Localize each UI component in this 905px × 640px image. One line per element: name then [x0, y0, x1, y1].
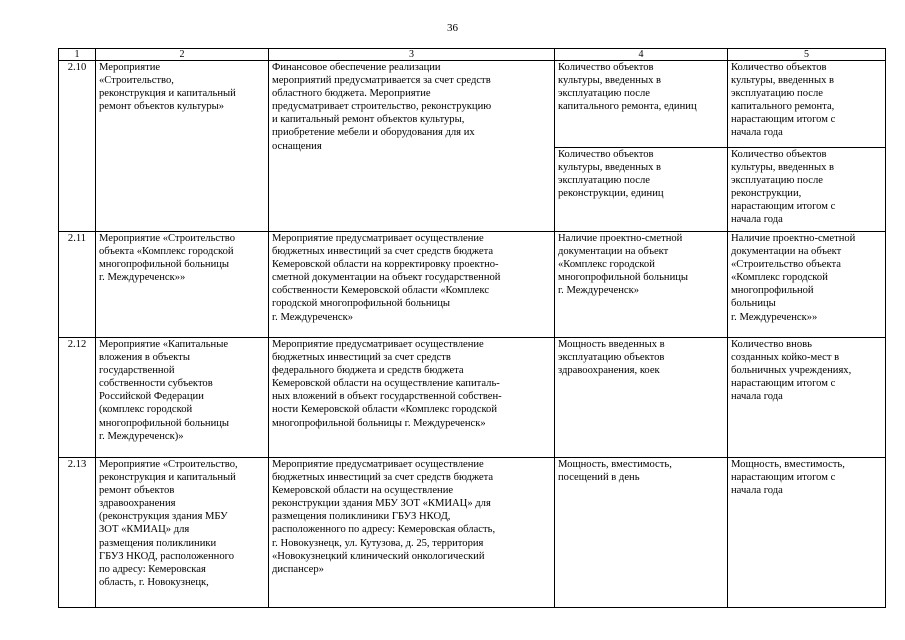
row-number: 2.13: [59, 458, 96, 608]
measures-table: [58, 48, 886, 608]
description-cell: Финансовое обеспечение реализации мероприятий предусматривается за счет средств областного бюджета. Мероприятие предусматривает строительство, реконструкцию и капитальный ремонт объектов культуры, приобретение мебели и оборудования для их оснащения: [269, 61, 555, 232]
event-cell: Мероприятие «Капитальные вложения в объекты государственной собственности субъектов Российской Федерации (комплекс городской многопрофильной больницы г. Междуреченск)»: [96, 338, 269, 458]
column-header: 5: [728, 49, 886, 61]
event-cell: Мероприятие «Строительство, реконструкция и капитальный ремонт объектов культуры»: [96, 61, 269, 232]
row-number: 2.11: [59, 232, 96, 338]
table-header-row: [59, 49, 886, 61]
column-header: 1: [59, 49, 96, 61]
column-header: 2: [96, 49, 269, 61]
table-row: [59, 61, 886, 148]
description-cell: Мероприятие предусматривает осуществление бюджетных инвестиций за счет средств федерального бюджета и средств бюджета Кемеровской области на осуществление капиталь- ных вложений в объект государственной собствен- ности Кемеровской области «Комплекс городской многопрофильной больницы г. Междуреченск»: [269, 338, 555, 458]
column-header: 4: [555, 49, 728, 61]
table-row: [59, 338, 886, 458]
indicator-cell: Количество объектов культуры, введенных в эксплуатацию после реконструкции, единиц: [555, 148, 728, 232]
indicator-cell: Наличие проектно-сметной документации на объект «Комплекс городской многопрофильной больницы г. Междуреченск»: [555, 232, 728, 338]
indicator-cell: Количество объектов культуры, введенных в эксплуатацию после капитального ремонта, единиц: [555, 61, 728, 148]
event-cell: Мероприятие «Строительство, реконструкция и капитальный ремонт объектов здравоохранения (реконструкция здания МБУ ЗОТ «КМИАЦ» для размещения поликлиники ГБУЗ НКОД, расположенного по адресу: Кемеровская область, г. Новокузнецк,: [96, 458, 269, 608]
row-number: 2.10: [59, 61, 96, 232]
indicator-cumulative-cell: Количество объектов культуры, введенных в эксплуатацию после капитального ремонта, нарастающим итогом с начала года: [728, 61, 886, 148]
row-number: 2.12: [59, 338, 96, 458]
table-row: [59, 232, 886, 338]
indicator-cumulative-cell: Количество вновь созданных койко-мест в больничных учреждениях, нарастающим итогом с начала года: [728, 338, 886, 458]
table-row: [59, 458, 886, 608]
description-cell: Мероприятие предусматривает осуществление бюджетных инвестиций за счет средств бюджета Кемеровской области на осуществление реконструкции здания МБУ ЗОТ «КМИАЦ» для размещения поликлиники ГБУЗ НКОД, расположенного по адресу: Кемеровская область, г. Новокузнецк, ул. Кутузова, д. 25, территория «Новокузнецкий клинический онкологический диспансер»: [269, 458, 555, 608]
indicator-cell: Мощность введенных в эксплуатацию объектов здравоохранения, коек: [555, 338, 728, 458]
column-header: 3: [269, 49, 555, 61]
indicator-cell: Мощность, вместимость, посещений в день: [555, 458, 728, 608]
page-number: 36: [447, 22, 458, 34]
indicator-cumulative-cell: Мощность, вместимость, нарастающим итогом с начала года: [728, 458, 886, 608]
indicator-cumulative-cell: Количество объектов культуры, введенных в эксплуатацию после реконструкции, нарастающим итогом с начала года: [728, 148, 886, 232]
description-cell: Мероприятие предусматривает осуществление бюджетных инвестиций за счет средств бюджета Кемеровской области на корректировку проектно- сметной документации на объект государственной собственности Кемеровской области «Комплекс городской многопрофильной больницы г. Междуреченск»: [269, 232, 555, 338]
event-cell: Мероприятие «Строительство объекта «Комплекс городской многопрофильной больницы г. Междуреченск»»: [96, 232, 269, 338]
indicator-cumulative-cell: Наличие проектно-сметной документации на объект «Строительство объекта «Комплекс городской многопрофильной больницы г. Междуреченск»»: [728, 232, 886, 338]
